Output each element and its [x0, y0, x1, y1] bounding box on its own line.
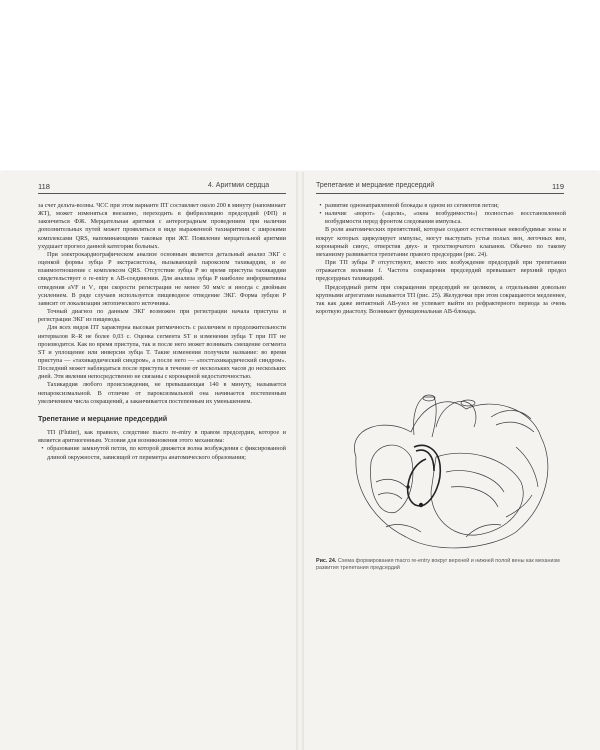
right-page-number: 119 — [552, 182, 564, 191]
left-paragraph: Тахикардия любого происхождения, не превышающая 140 в минуту, называется непароксизмальной. В отличие от пароксизмальной она начинается постепенным увеличением числа сокращений, а заканчивается постепенным их уменьшением. — [38, 381, 286, 405]
figure-caption — [316, 558, 566, 572]
left-text-column — [38, 202, 286, 462]
list-item-text: развитие однонаправленной блокады в одном из сегментов петли; — [325, 202, 499, 209]
left-paragraph: При электрокардиографическом анализе основным является детальный анализ ЭКГ с оценкой формы зубца P экстрасистолы, вызывающей пароксизм тахикардии, и ее взаимоотношение с комплексом QRS. Отсутствие зубца P во время приступа тахикардии свидетельствует о re-entry в АВ-соединении. Для анализа зубца P наиболее информативны отведения aVF и V₁ при скорости регистрации не менее 50 мм/с и иногда с двойным усилением. В ряде случаев используется пищеводное отведение ЭКГ. Форма зубцов P зависит от локализации эктопического источника. — [38, 250, 286, 307]
left-paragraph: за счет дельта-волны. ЧСС при этом варианте ПТ составляет около 200 в минуту (напоминает ЖТ), может изменяться внезапно, переходить в фибрилляцию предсердий (ФП) и закончиться ФЖ. Мерцательная аритмия с антероградным проведением при наличии дополнительных путей может проявляться в виде выраженной тахиаритмии с широкими комплексами QRS, напоминающими таковые при ЖТ. Появление мерцательной аритмии ухудшает прогноз данной категории больных. — [38, 202, 286, 250]
caption-label: Рис. 24. — [316, 558, 337, 564]
caption-text: Схема формирования macro re-entry вокруг верхней и нижней полой вены как механизм развития трепетания предсердий — [316, 558, 560, 571]
right-paragraph: В роли анатомических препятствий, которые создают естественные невозбудимые зоны и вокруг которых циркулирует импульс, могут выступать устья полых вен, легочных вен, коронарный синус, отверстия двух- и трехстворчатого клапанов. Обычно по такому механизму развивается трепетание правого предсердия (рис. 24). — [316, 226, 566, 258]
left-header-rule — [38, 193, 286, 194]
list-item-text: наличие «ворот» («щели», «окна возбудимости») полностью восстановленной возбудимости перед фронтом следования импульса. — [325, 210, 566, 226]
bullet-icon: • — [319, 210, 322, 218]
bullet-icon: • — [319, 202, 322, 209]
list-item — [38, 445, 286, 461]
bullet-icon: • — [41, 445, 44, 453]
section-subheading: Трепетание и мерцание предсердий — [38, 413, 168, 423]
right-page — [302, 172, 600, 750]
right-text-column — [316, 202, 566, 316]
list-item — [316, 210, 566, 226]
right-paragraph: Предсердный ритм при сокращении предсердий не целиком, а отдельными довольно крупными агрегатами называется ТП (рис. 25). Желудочки при этом сокращаются медленнее, так как даже интактный АВ-узел не успевает выйти из рефрактерного периода за очень короткую диастолу. Возникает функциональная АВ-блокада. — [316, 283, 566, 316]
right-header-rule — [316, 193, 564, 194]
book-spread — [0, 172, 600, 750]
list-item — [316, 202, 566, 210]
left-paragraph: Для всех видов ПТ характерна высокая ритмичность с различием в продолжительности интервалов R–R не более 0,03 с. Оценка сегмента ST и изменения зубца T при ПТ не производится. Как во время приступа, так и после него может возникать смещение сегмента ST и уплощение или инверсия зубца T. Такие изменения получили название: во время приступа — «тахикардический синдром», а после него — «посттахикардический синдром». Последний может наблюдаться после приступа в течение от нескольких часов до нескольких дней. Эти явления непосредственно не связаны с коронарной недостаточностью. — [38, 324, 286, 381]
heart-figure — [316, 387, 572, 557]
left-paragraph: ТП (Flutter), как правило, следствие macro re-entry в правом предсердии, которое и является аритмогенным. Условия для возникновения этого механизма: — [38, 429, 286, 445]
right-paragraph: При ТП зубцы P отсутствуют, вместо них возбуждение предсердий при трепетании отражается волнами f. Частота сокращения предсердий превышает верхний предел предсердных тахикардий. — [316, 259, 566, 283]
list-item-text: образование замкнутой петли, по которой движется волна возбуждения с фиксированной длиной окружности, зависящей от периметра анатомического образования; — [47, 445, 286, 461]
right-running-head: Трепетание и мерцание предсердий — [316, 182, 435, 189]
left-page-number: 118 — [38, 182, 50, 191]
left-page — [0, 172, 298, 750]
heart-illustration — [316, 387, 572, 557]
left-running-head: 4. Аритмии сердца — [208, 182, 270, 189]
left-paragraph: Точный диагноз по данным ЭКГ возможен при регистрации начала приступа и регистрации ЭКГ из пищевода. — [38, 308, 286, 324]
